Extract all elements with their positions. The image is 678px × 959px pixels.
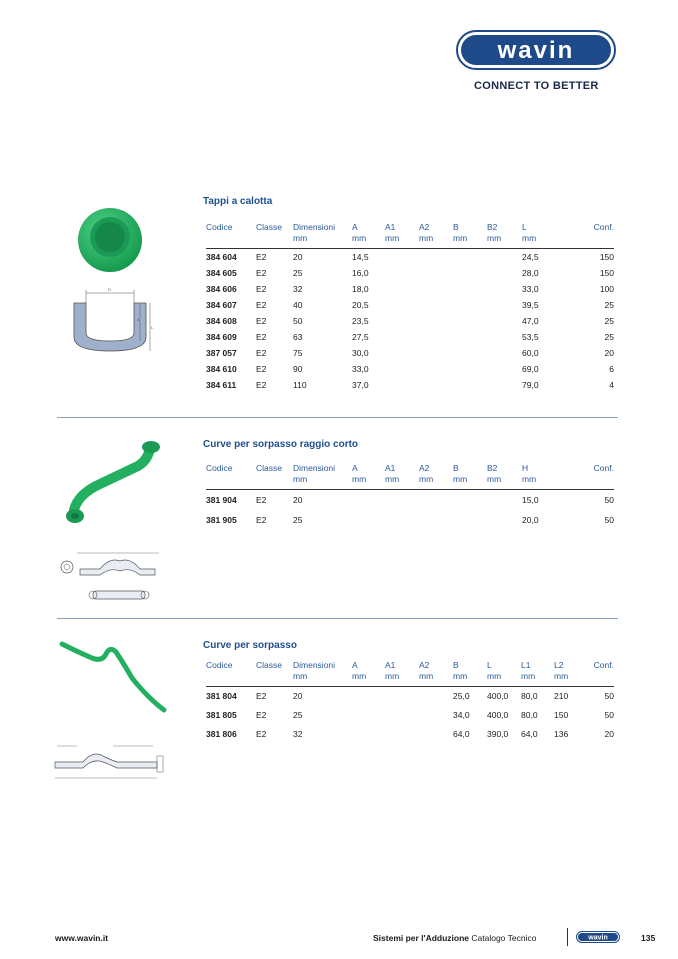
table-cell: 20,0	[522, 514, 539, 525]
table-cell: 27,5	[352, 331, 369, 342]
product-code: 384 610	[206, 363, 237, 374]
pack-quantity: 25	[604, 315, 614, 326]
table-cell: E2	[256, 363, 267, 374]
product-code: 384 605	[206, 267, 237, 278]
table-cell: 80,0	[521, 710, 538, 720]
table-cell: E2	[256, 691, 267, 701]
table-cell: 25	[293, 710, 303, 720]
table-cell: E2	[256, 331, 267, 342]
section-divider	[57, 618, 618, 619]
product-code: 384 607	[206, 299, 237, 310]
table-cell	[419, 345, 453, 361]
table-cell	[385, 361, 419, 377]
table-cell	[352, 489, 385, 510]
table-cell: 80,0	[521, 691, 538, 701]
table-row	[206, 489, 614, 510]
col-header: B mm	[453, 463, 487, 489]
table-cell	[453, 297, 487, 313]
tagline: CONNECT TO BETTER	[474, 80, 599, 92]
table-cell	[419, 361, 453, 377]
col-header: A mm	[352, 660, 385, 686]
product-code: 381 904	[206, 494, 237, 505]
table-cell: 63	[293, 331, 303, 342]
logo-text: wavin	[497, 37, 575, 64]
table-cell: 28,0	[522, 267, 539, 278]
table-cell: 39,5	[522, 299, 539, 310]
table-cell	[487, 377, 522, 393]
col-header: H mm	[522, 463, 572, 489]
table-cell: 79,0	[522, 379, 539, 390]
table-cell: 33,0	[522, 283, 539, 294]
footer-website[interactable]: www.wavin.it	[55, 933, 109, 943]
table-cell: 32	[293, 283, 303, 294]
table-cell	[453, 345, 487, 361]
section-title-tappi: Tappi a calotta	[203, 196, 273, 207]
wavin-logo	[456, 30, 616, 70]
table-row	[206, 361, 614, 377]
col-header: A2 mm	[419, 660, 453, 686]
pack-quantity: 50	[604, 710, 614, 720]
table-cell	[419, 313, 453, 329]
table-cell	[453, 281, 487, 297]
table-cell	[385, 297, 419, 313]
col-header: A1 mm	[385, 463, 419, 489]
pack-quantity: 20	[604, 347, 614, 358]
table-cell	[419, 510, 453, 530]
table-cell: 25	[293, 514, 303, 525]
pack-quantity: 50	[604, 494, 614, 505]
table-cell	[385, 281, 419, 297]
pack-quantity: 100	[599, 283, 614, 294]
table-cell	[419, 377, 453, 393]
col-header: B mm	[453, 660, 487, 686]
table-cell: 64,0	[453, 729, 470, 739]
table-row	[206, 725, 614, 744]
table-cell	[453, 265, 487, 281]
col-header: Conf.	[572, 222, 614, 248]
col-header: B mm	[453, 222, 487, 248]
table-cell: 40	[293, 299, 303, 310]
table-row	[206, 297, 614, 313]
footer-separator	[567, 928, 568, 946]
col-header: Dimensioni mm	[293, 463, 352, 489]
col-header: Codice	[206, 463, 256, 489]
pack-quantity: 50	[604, 691, 614, 701]
table-cell: 47,0	[522, 315, 539, 326]
table-cell: 20	[293, 494, 303, 505]
table-cell	[352, 725, 385, 744]
col-header: L1 mm	[521, 660, 554, 686]
table-cell	[487, 265, 522, 281]
col-header: A1 mm	[385, 660, 419, 686]
product-code: 387 057	[206, 347, 237, 358]
col-header: B2 mm	[487, 222, 522, 248]
table-cell	[453, 329, 487, 345]
table-cell: 23,5	[352, 315, 369, 326]
table-cell	[453, 313, 487, 329]
short-bypass-drawing	[55, 545, 163, 607]
table-cell: E2	[256, 710, 267, 720]
table-cell: 32	[293, 729, 303, 739]
product-code: 384 606	[206, 283, 237, 294]
table-cell	[419, 725, 453, 744]
table-cell: 50	[293, 315, 303, 326]
section-divider	[57, 417, 618, 418]
table-row	[206, 510, 614, 530]
table-cell	[487, 281, 522, 297]
table-cell: 14,5	[352, 251, 369, 262]
cap-photo	[75, 205, 145, 275]
table-cell	[385, 377, 419, 393]
col-header: Conf.	[588, 660, 614, 686]
table-cell: 30,0	[352, 347, 369, 358]
table-cell	[352, 510, 385, 530]
table-cell	[419, 489, 453, 510]
col-header: Dimensioni mm	[293, 222, 352, 248]
section-title-bypass: Curve per sorpasso	[203, 640, 297, 651]
product-code: 384 611	[206, 379, 237, 390]
svg-text:L: L	[151, 325, 154, 330]
table-cell: 25	[293, 267, 303, 278]
table-cell: E2	[256, 251, 267, 262]
table-row	[206, 706, 614, 725]
footer-wavin-logo	[576, 931, 620, 943]
table-cell: 390,0	[487, 729, 509, 739]
table-cell	[487, 510, 522, 530]
col-header: Codice	[206, 222, 256, 248]
col-header: A2 mm	[419, 222, 453, 248]
table-cell: 37,0	[352, 379, 369, 390]
table-cell: E2	[256, 347, 267, 358]
table-cell	[385, 489, 419, 510]
table-cell	[385, 248, 419, 265]
table-cell: 53,5	[522, 331, 539, 342]
cap-drawing	[64, 285, 156, 357]
table-cell: 24,5	[522, 251, 539, 262]
footer-catalog: Sistemi per l'Adduzione Catalogo Tecnico	[373, 933, 537, 943]
product-code: 381 804	[206, 691, 237, 701]
table-cell	[487, 329, 522, 345]
col-header: L2 mm	[554, 660, 588, 686]
table-cell	[352, 706, 385, 725]
table-row	[206, 281, 614, 297]
pack-quantity: 25	[604, 299, 614, 310]
table-cell: E2	[256, 729, 267, 739]
short-bypass-photo	[60, 438, 165, 528]
table-row	[206, 248, 614, 265]
col-header: L mm	[487, 660, 521, 686]
col-header: Classe	[256, 660, 293, 686]
pack-quantity: 50	[604, 514, 614, 525]
pack-quantity: 6	[609, 363, 614, 374]
product-code: 384 608	[206, 315, 237, 326]
table-cell	[385, 510, 419, 530]
table-cell: 75	[293, 347, 303, 358]
table-cell: 20,5	[352, 299, 369, 310]
col-header: A mm	[352, 463, 385, 489]
col-header: Conf.	[572, 463, 614, 489]
col-header: Classe	[256, 222, 293, 248]
table-cell: 64,0	[521, 729, 538, 739]
table-cell	[385, 265, 419, 281]
product-code: 381 905	[206, 514, 237, 525]
table-cell	[487, 297, 522, 313]
table-cell	[453, 489, 487, 510]
table-tappi	[206, 222, 614, 393]
pack-quantity: 4	[609, 379, 614, 390]
product-code: 381 806	[206, 729, 237, 739]
table-cell	[419, 329, 453, 345]
table-cell	[419, 248, 453, 265]
table-cell	[487, 313, 522, 329]
table-cell	[419, 297, 453, 313]
table-cell: 20	[293, 251, 303, 262]
table-cell: 25,0	[453, 691, 470, 701]
table-row	[206, 345, 614, 361]
table-cell	[487, 345, 522, 361]
table-cell: 20	[293, 691, 303, 701]
table-cell: 110	[293, 379, 307, 390]
table-cell	[385, 313, 419, 329]
table-cell	[453, 361, 487, 377]
table-cell: 150	[554, 710, 569, 720]
pack-quantity: 150	[599, 251, 614, 262]
table-cell: 400,0	[487, 691, 509, 701]
table-cell	[385, 725, 419, 744]
col-header: Codice	[206, 660, 256, 686]
table-cell	[453, 248, 487, 265]
table-cell: 210	[554, 691, 569, 701]
table-cell: 60,0	[522, 347, 539, 358]
table-cell: E2	[256, 514, 267, 525]
table-row	[206, 329, 614, 345]
table-cell: 15,0	[522, 494, 539, 505]
table-cell	[453, 377, 487, 393]
table-cell	[487, 248, 522, 265]
table-row	[206, 377, 614, 393]
table-cell	[453, 510, 487, 530]
table-cell: 400,0	[487, 710, 509, 720]
pack-quantity: 20	[604, 729, 614, 739]
col-header: A1 mm	[385, 222, 419, 248]
table-row	[206, 265, 614, 281]
table-cell: 18,0	[352, 283, 369, 294]
col-header: B2 mm	[487, 463, 522, 489]
table-cell	[385, 345, 419, 361]
table-row	[206, 313, 614, 329]
table-cell	[352, 686, 385, 706]
col-header: A2 mm	[419, 463, 453, 489]
col-header: A mm	[352, 222, 385, 248]
bypass-drawing	[53, 742, 173, 782]
table-cell	[487, 361, 522, 377]
table-cell: 33,0	[352, 363, 369, 374]
svg-text:wavin: wavin	[588, 934, 608, 942]
table-row	[206, 686, 614, 706]
table-cell: 136	[554, 729, 569, 739]
table-cell	[419, 265, 453, 281]
bypass-photo	[58, 638, 170, 718]
section-title-short-bypass: Curve per sorpasso raggio corto	[203, 439, 359, 450]
table-cell	[385, 329, 419, 345]
table-short-bypass	[206, 463, 614, 530]
table-cell	[487, 489, 522, 510]
svg-text:D: D	[108, 287, 111, 292]
table-cell: E2	[256, 267, 267, 278]
product-code: 384 609	[206, 331, 237, 342]
table-cell	[385, 706, 419, 725]
table-cell	[419, 281, 453, 297]
svg-text:A: A	[137, 317, 140, 322]
table-cell: 16,0	[352, 267, 369, 278]
product-code: 384 604	[206, 251, 237, 262]
table-cell	[385, 686, 419, 706]
col-header: Classe	[256, 463, 293, 489]
product-code: 381 805	[206, 710, 237, 720]
table-cell: E2	[256, 379, 267, 390]
table-cell: 34,0	[453, 710, 470, 720]
pack-quantity: 150	[599, 267, 614, 278]
page-number: 135	[641, 933, 656, 943]
table-cell: 90	[293, 363, 303, 374]
pack-quantity: 25	[604, 331, 614, 342]
table-cell: 69,0	[522, 363, 539, 374]
table-cell: E2	[256, 315, 267, 326]
table-cell: E2	[256, 283, 267, 294]
table-bypass	[206, 660, 614, 744]
table-cell	[419, 706, 453, 725]
col-header: Dimensioni mm	[293, 660, 352, 686]
table-cell: E2	[256, 299, 267, 310]
col-header: L mm	[522, 222, 572, 248]
table-cell: E2	[256, 494, 267, 505]
table-cell	[419, 686, 453, 706]
